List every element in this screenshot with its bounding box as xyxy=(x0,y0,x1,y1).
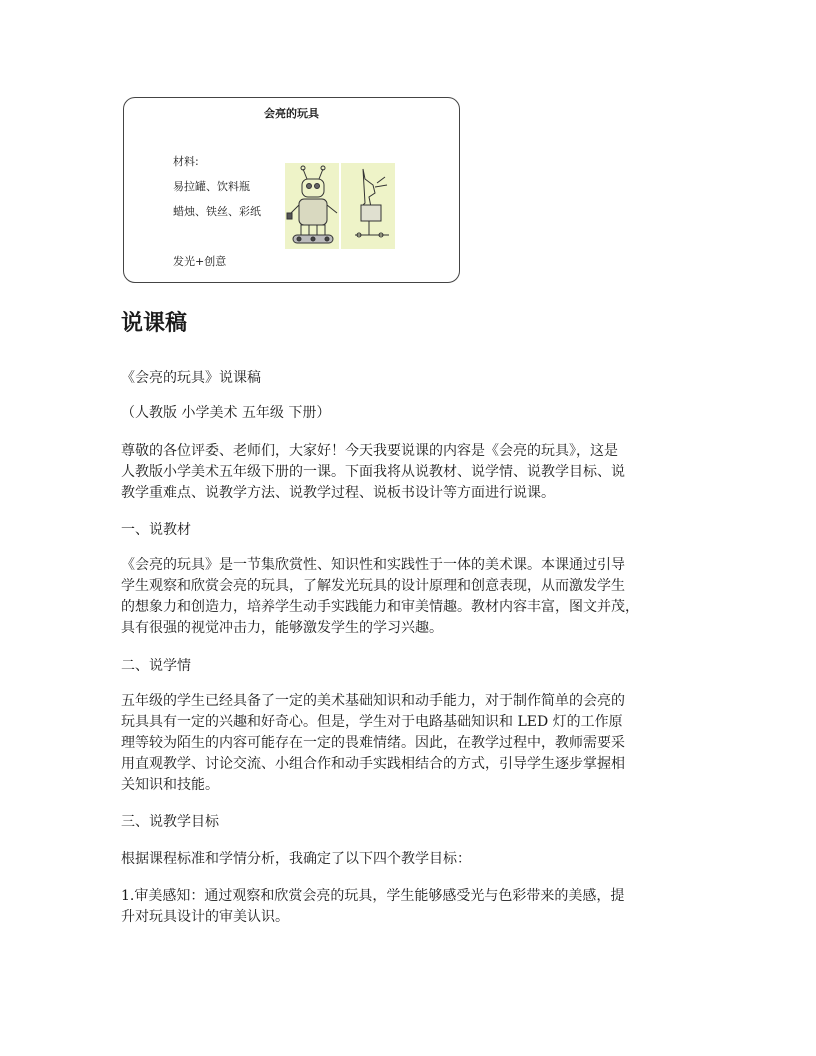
section-1-line-3: 的想象力和创造力，培养学生动手实践能力和审美情趣。教材内容丰富，图文并茂， xyxy=(121,599,639,615)
robot-toy-illustration xyxy=(285,163,395,249)
section-1-line-4: 具有很强的视觉冲击力，能够激发学生的学习兴趣。 xyxy=(121,620,443,636)
document-heading: 说课稿 xyxy=(121,311,188,336)
section-2-title: 二、说学情 xyxy=(121,658,191,674)
section-1-line-2: 学生观察和欣赏会亮的玩具，了解发光玩具的设计原理和创意表现，从而激发学生 xyxy=(121,578,625,594)
materials-line-2: 蜡烛、铁丝、彩纸 xyxy=(173,205,261,218)
goal-1-line-1: 1.审美感知：通过观察和欣赏会亮的玩具，学生能够感受光与色彩带来的美感，提 xyxy=(121,888,625,904)
section-2-line-3: 理等较为陌生的内容可能存在一定的畏难情绪。因此，在教学过程中，教师需要采 xyxy=(121,735,625,751)
section-1-line-1: 《会亮的玩具》是一节集欣赏性、知识性和实践性于一体的美术课。本课通过引导 xyxy=(121,557,625,573)
section-3-intro: 根据课程标准和学情分析，我确定了以下四个教学目标： xyxy=(121,851,471,867)
goal-1-line-2: 升对玩具设计的审美认识。 xyxy=(121,909,289,925)
section-2-line-1: 五年级的学生已经具备了一定的美术基础知识和动手能力，对于制作简单的会亮的 xyxy=(121,693,625,709)
doc-subtitle: 《会亮的玩具》说课稿 xyxy=(121,370,261,386)
section-1-title: 一、说教材 xyxy=(121,522,191,538)
section-2-line-2: 玩具具有一定的兴趣和好奇心。但是，学生对于电路基础知识和 LED 灯的工作原 xyxy=(121,714,623,730)
doc-edition: （人教版 小学美术 五年级 下册） xyxy=(121,405,331,421)
section-2-line-5: 关知识和技能。 xyxy=(121,777,219,793)
intro-line-1: 尊敬的各位评委、老师们，大家好！今天我要说课的内容是《会亮的玩具》，这是 xyxy=(121,443,618,459)
intro-line-3: 教学重难点、说教学方法、说教学过程、说板书设计等方面进行说课。 xyxy=(121,485,555,501)
lesson-slide xyxy=(123,97,460,283)
materials-line-1: 易拉罐、饮料瓶 xyxy=(173,180,250,193)
section-3-title: 三、说教学目标 xyxy=(121,814,219,830)
slide-title: 会亮的玩具 xyxy=(264,107,319,120)
intro-line-2: 人教版小学美术五年级下册的一课。下面我将从说教材、说学情、说教学目标、说 xyxy=(121,464,625,480)
materials-label: 材料: xyxy=(173,155,199,168)
slide-tagline: 发光+创意 xyxy=(173,255,227,268)
section-2-line-4: 用直观教学、讨论交流、小组合作和动手实践相结合的方式，引导学生逐步掌握相 xyxy=(121,756,625,772)
